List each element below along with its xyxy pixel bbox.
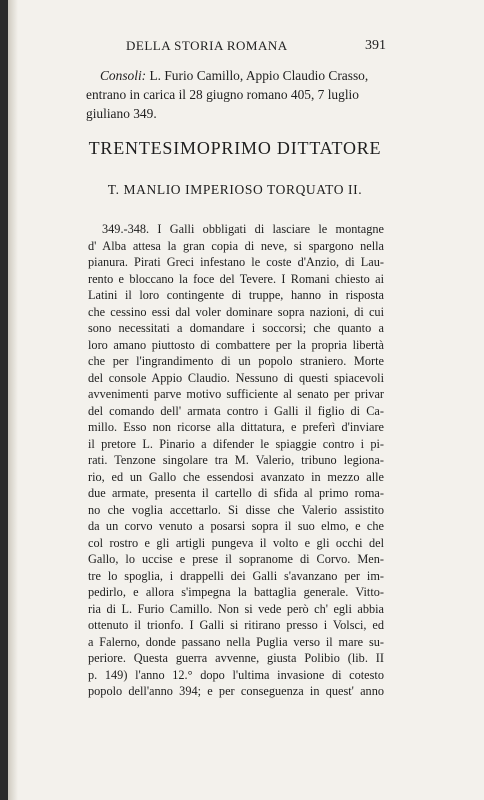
body-line: che per l'ingrandimento di un popolo straniero. Morte	[88, 354, 384, 368]
body-line: popolo dell'anno 394; e per conseguenza in quest' anno	[88, 684, 384, 698]
body-line: millo. Esso non ricorse alla dittatura, e preferì d'inviare	[88, 420, 384, 434]
body-line: il pretore L. Pinario a difender le spiaggie contro i pi-	[88, 436, 384, 451]
body-line: ria di L. Furio Camillo. Non si vede però ch' egli abbia	[88, 601, 384, 616]
body-line: tre lo spoglia, i drappelli dei Galli s'avanzano per im-	[88, 568, 384, 583]
page-number: 391	[365, 38, 386, 53]
body-line: a Falerno, donde passano nella Puglia verso il mare su-	[88, 634, 384, 649]
chapter-title: TRENTESIMOPRIMO DITTATORE	[88, 138, 382, 158]
body-line: col rostro e gli artigli pungeva il volto e gli occhi del	[88, 535, 384, 550]
body-line: Latini il loro contingente di truppe, hanno in risposta	[88, 288, 384, 302]
body-line: loro amano piuttosto di combattere per la propria libertà	[88, 337, 384, 352]
consuls-line-2: entrano in carica il 28 giugno romano 405, 7 luglio	[86, 87, 359, 102]
body-paragraph	[88, 221, 384, 700]
body-line: no che voglia accettarlo. Si disse che Valerio assistito	[88, 502, 384, 517]
body-line: pianura. Pirati Greci infestano le coste d'Anzio, di Lau-	[88, 255, 384, 269]
body-line: rento e bloccano la foce del Tevere. I Romani chiesto ai	[88, 271, 384, 286]
body-line: avvenimenti parve motivo sufficiente al senato per privar	[88, 387, 384, 401]
body-line: rati. Tenzone singolare tra M. Valerio, tribuno legiona-	[88, 453, 384, 467]
consuls-names: L. Furio Camillo, Appio Claudio Crasso,	[146, 68, 369, 83]
page-gutter-shadow	[8, 0, 18, 800]
dictator-name: T. MANLIO IMPERIOSO TORQUATO II.	[107, 182, 363, 197]
body-line: d' Alba attesa la gran copia di neve, si spargono nella	[88, 238, 384, 253]
body-line: ottenuto il trionfo. I Galli si ritirano presso i Volsci, ed	[88, 618, 384, 632]
running-head	[86, 38, 386, 56]
book-page	[8, 0, 484, 800]
body-line: rio, ed un Gallo che essendosi avanzato in mezzo alle	[88, 469, 384, 484]
consuls-line-1	[86, 66, 384, 85]
body-line: 349.-348. I Galli obbligati di lasciare le montagne	[102, 222, 384, 236]
body-line: Gallo, lo uccise e prese il sopranome di Corvo. Men-	[88, 552, 384, 566]
body-line: del comando dell' armata contro i Galli il figlio di Ca-	[88, 403, 384, 418]
body-line: pedirlo, e allora s'impegna la battaglia generale. Vitto-	[88, 585, 384, 599]
body-line: due armate, presenta il cartello di sfida al primo roma-	[88, 486, 384, 500]
body-line: che cessino essi dal voler dominare sopra nazioni, di cui	[88, 304, 384, 319]
body-line: periore. Questa guerra avvenne, giusta Polibio (lib. II	[88, 651, 384, 665]
body-line: sono necessitati a domandare i soccorsi; che quanto a	[88, 321, 384, 335]
consuls-label: Consoli:	[100, 68, 147, 83]
running-head-title: DELLA STORIA ROMANA	[126, 38, 288, 53]
body-line: da un corvo venuto a posarsi sopra il suo elmo, e che	[88, 519, 384, 533]
body-line: p. 149) l'anno 12.° dopo l'ultima invasione di cotesto	[88, 667, 384, 682]
consuls-line-3: giuliano 349.	[86, 106, 157, 121]
consuls-paragraph	[86, 66, 384, 123]
body-line: del console Appio Claudio. Nessuno di questi spiacevoli	[88, 370, 384, 385]
